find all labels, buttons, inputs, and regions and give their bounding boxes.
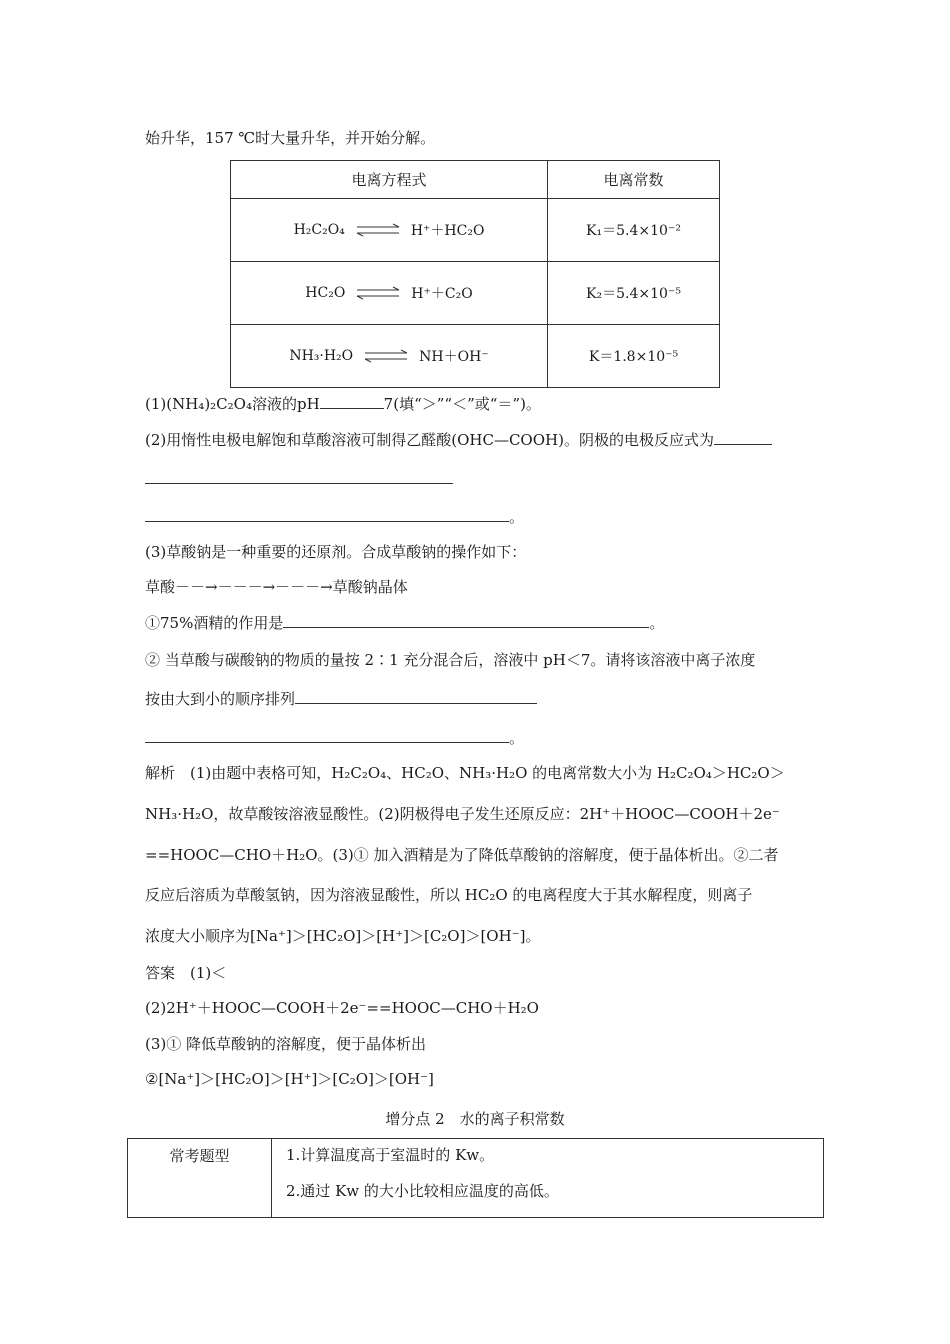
sub2-text: 按由大到小的顺序排列 xyxy=(145,690,296,708)
analysis-line: ==HOOC—CHO＋H₂O。(3)① 加入酒精是为了降低草酸钠的溶解度，便于晶体析出。②二者 xyxy=(145,846,779,864)
question-3-sub2-cont xyxy=(145,689,537,709)
answer-blank[interactable] xyxy=(145,728,509,743)
answer-line: (2)2H⁺＋HOOC—COOH＋2e⁻==HOOC—CHO＋H₂O xyxy=(145,999,539,1017)
answer-blank-line xyxy=(145,728,524,748)
type-item: 1.计算温度高于室温时的 Kw。 xyxy=(286,1146,495,1164)
question-3-intro: (3)草酸钠是一种重要的还原剂。合成草酸钠的操作如下： xyxy=(145,543,527,561)
answer-line: ②[Na⁺]＞[HC₂O]＞[H⁺]＞[C₂O]＞[OH⁻] xyxy=(145,1070,434,1088)
constant-cell: K₁＝5.4×10⁻² xyxy=(548,199,720,262)
type-item: 2.通过 Kw 的大小比较相应温度的高低。 xyxy=(286,1182,559,1200)
answer-blank[interactable] xyxy=(320,394,384,409)
table-row xyxy=(231,262,720,325)
answer-blank[interactable] xyxy=(714,430,772,445)
analysis-line: 解析 (1)由题中表格可知，H₂C₂O₄、HC₂O、NH₃·H₂O 的电离常数大小为 H₂C₂O₄＞HC₂O＞ xyxy=(145,764,785,782)
constant-cell: K＝1.8×10⁻⁵ xyxy=(548,325,720,388)
question-type-table xyxy=(127,1138,824,1218)
sub1-text: ①75%酒精的作用是 xyxy=(145,614,284,632)
flow-text: 草酸－－→－－－→－－－→草酸钠晶体 xyxy=(145,578,408,596)
type-label: 常考题型 xyxy=(128,1139,272,1218)
equation-cell xyxy=(231,262,548,325)
answer-blank[interactable] xyxy=(283,613,649,628)
section-title: 增分点 2 水的离子积常数 xyxy=(385,1110,565,1128)
equation-left: NH₃·H₂O xyxy=(289,348,354,364)
analysis-line: 反应后溶质为草酸氢钠，因为溶液显酸性，所以 HC₂O 的电离程度大于其水解程度，则离子 xyxy=(145,886,753,904)
equilibrium-arrow-icon xyxy=(355,223,401,237)
period: 。 xyxy=(509,729,525,747)
answer-line: (3)① 降低草酸钠的溶解度，便于晶体析出 xyxy=(145,1035,427,1053)
question-3-sub2: ② 当草酸与碳酸钠的物质的量按 2∶1 充分混合后，溶液中 pH＜7。请将该溶液中离子浓度 xyxy=(145,651,756,669)
analysis-line: NH₃·H₂O，故草酸铵溶液显酸性。(2)阴极得电子发生还原反应：2H⁺＋HOOC—COOH＋2e⁻ xyxy=(145,805,780,823)
question-1-text: (1)(NH₄)₂C₂O₄溶液的pH xyxy=(145,395,320,413)
question-1 xyxy=(145,394,541,414)
type-items xyxy=(272,1139,824,1218)
answer-blank[interactable] xyxy=(145,507,509,522)
equation-cell xyxy=(231,199,548,262)
equilibrium-arrow-icon xyxy=(355,286,401,300)
equilibrium-arrow-icon xyxy=(363,349,409,363)
table-header-constant: 电离常数 xyxy=(548,161,720,199)
equation-cell xyxy=(231,325,548,388)
equation-left: HC₂O xyxy=(305,285,346,301)
table-row xyxy=(231,325,720,388)
equation-right: H⁺＋C₂O xyxy=(411,286,473,302)
analysis-line: 浓度大小顺序为[Na⁺]＞[HC₂O]＞[H⁺]＞[C₂O]＞[OH⁻]。 xyxy=(145,927,541,945)
answer-line: 答案 (1)＜ xyxy=(145,964,227,982)
question-1-suffix: 7(填“＞”“＜”或“＝”)。 xyxy=(383,395,541,413)
ionization-table xyxy=(230,160,720,388)
equation-right: NH＋OH⁻ xyxy=(419,349,489,365)
answer-blank[interactable] xyxy=(295,689,537,704)
table-header-equation: 电离方程式 xyxy=(231,161,548,199)
period: 。 xyxy=(649,614,665,632)
answer-blank-line xyxy=(145,507,524,527)
question-3-sub1 xyxy=(145,613,664,633)
equation-left: H₂C₂O₄ xyxy=(293,222,345,238)
table-row xyxy=(231,199,720,262)
question-2 xyxy=(145,430,772,450)
answer-blank-line[interactable] xyxy=(145,469,453,489)
period: 。 xyxy=(509,508,525,526)
equation-right: H⁺＋HC₂O xyxy=(410,223,485,239)
constant-cell: K₂＝5.4×10⁻⁵ xyxy=(548,262,720,325)
intro-text: 始升华，157 ℃时大量升华，并开始分解。 xyxy=(145,129,436,147)
question-2-text: (2)用惰性电极电解饱和草酸溶液可制得乙醛酸(OHC—COOH)。阴极的电极反应式为 xyxy=(145,431,714,449)
